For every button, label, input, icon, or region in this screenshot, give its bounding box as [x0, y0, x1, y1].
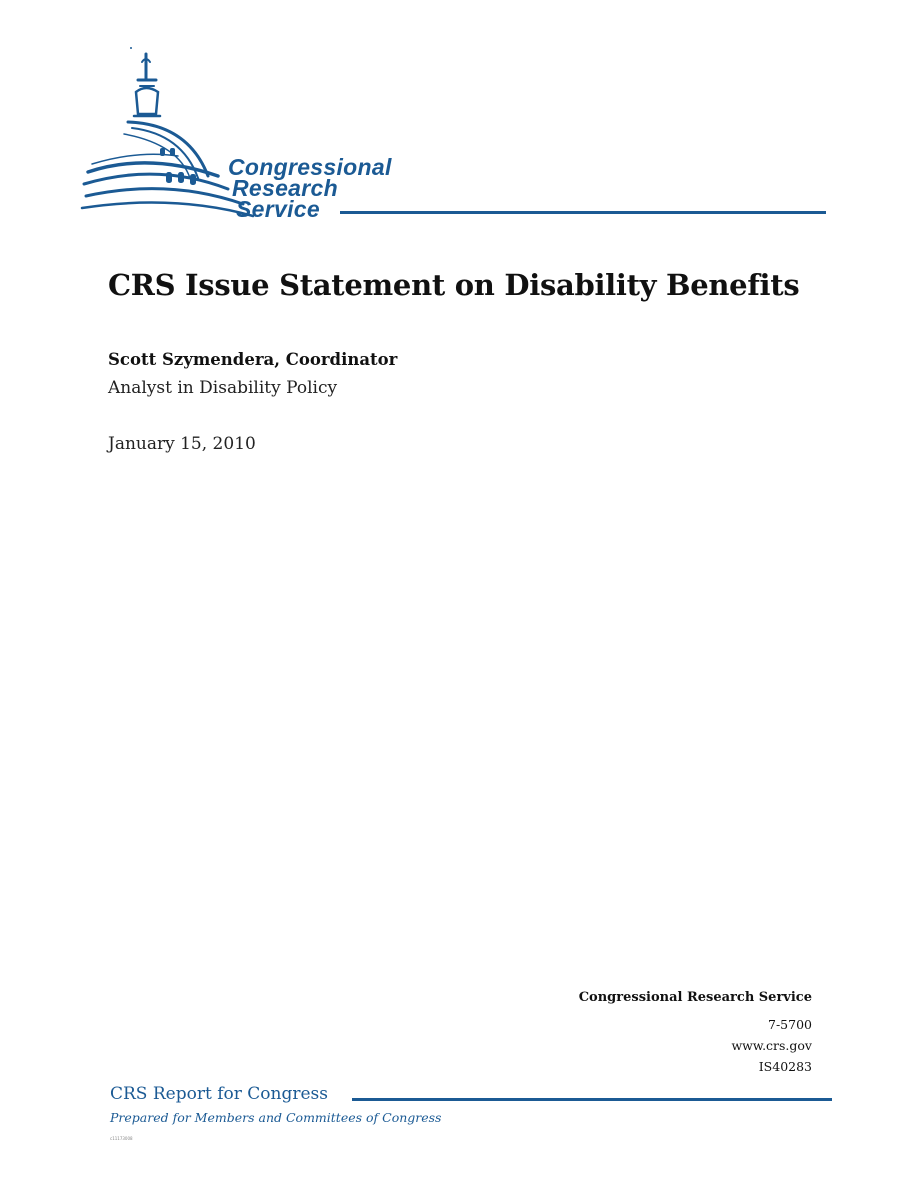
crs-phone: 7-5700: [768, 1017, 812, 1032]
logo-wordmark-line-1: Congressional: [228, 154, 392, 180]
logo-wordmark-line-3: Service: [236, 196, 320, 222]
author-role: Analyst in Disability Policy: [108, 378, 338, 398]
footer-subtitle: Prepared for Members and Committees of Congress: [110, 1110, 442, 1125]
footer-rule-divider: [352, 1098, 832, 1101]
footer-title: CRS Report for Congress: [110, 1084, 328, 1104]
report-title: CRS Issue Statement on Disability Benefits: [108, 268, 800, 302]
logo-wordmark-line-2: Research: [232, 175, 338, 201]
crs-org-name: Congressional Research Service: [578, 990, 812, 1005]
author-name: Scott Szymendera, Coordinator: [108, 350, 398, 369]
logo-rule-divider: [340, 211, 826, 214]
crs-website: www.crs.gov: [731, 1038, 812, 1053]
document-code: c11173008: [110, 1136, 133, 1141]
report-date: January 15, 2010: [108, 434, 256, 454]
crs-report-number: IS40283: [758, 1059, 812, 1074]
crs-info-block: [579, 990, 812, 1077]
